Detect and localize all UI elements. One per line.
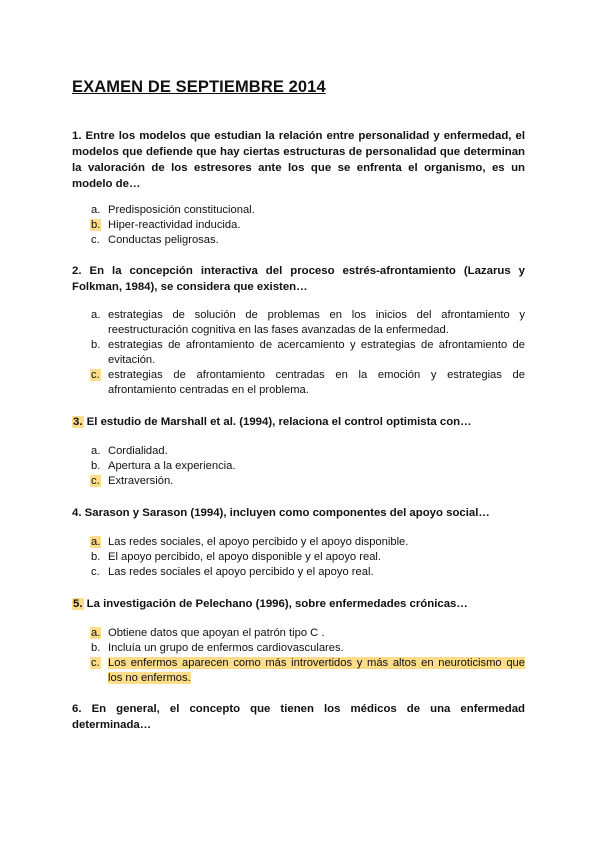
question-text: La investigación de Pelechano (1996), sobre enfermedades crónicas… [86,598,468,610]
options-5 [72,626,525,686]
option-letter: a. [91,309,101,321]
option-b [72,218,525,233]
option-text: Conductas peligrosas. [108,234,219,246]
options-3 [72,444,525,489]
option-letter: b. [91,642,101,654]
option-text: El apoyo percibido, el apoyo disponible y el apoyo real. [108,551,382,563]
option-a [72,203,525,218]
option-text: Obtiene datos que apoyan el patrón tipo C . [108,627,325,639]
option-text: Extraversión. [108,475,174,487]
option-text: Predisposición constitucional. [108,204,255,216]
question-text: El estudio de Marshall et al. (1994), relaciona el control optimista con… [86,416,472,428]
option-text: estrategias de afrontamiento centradas en la emoción y estrategias de afrontamiento centradas en el problema. [108,369,525,396]
option-text: Incluía un grupo de enfermos cardiovasculares. [108,642,344,654]
option-letter: c. [91,475,100,487]
question-4 [72,505,525,521]
question-number: 5. [73,598,83,610]
option-letter: a. [91,536,101,548]
option-text: Hiper-reactividad inducida. [108,219,241,231]
option-a [72,626,525,641]
option-letter: a. [91,204,101,216]
question-6 [72,701,525,733]
option-b [72,550,525,565]
option-letter: c. [91,234,100,246]
question-text: Sarason y Sarason (1994), incluyen como componentes del apoyo social… [84,507,490,519]
option-text: Los enfermos aparecen como más introvertidos y más altos en neuroticismo que los no enfermos. [108,657,525,684]
option-c [72,233,525,248]
option-letter: a. [91,627,101,639]
question-text: En la concepción interactiva del proceso estrés-afrontamiento (Lazarus y Folkman, 1984), se considera que existen… [72,265,525,293]
option-b [72,459,525,474]
option-text: Apertura a la experiencia. [108,460,236,472]
option-a [72,308,525,338]
question-3 [72,414,525,430]
options-2 [72,308,525,398]
option-letter: a. [91,445,101,457]
option-text: estrategias de solución de problemas en los inicios del afrontamiento y reestructuración cognitiva en las fases avanzadas de la enfermedad. [108,309,525,336]
option-letter: b. [91,339,101,351]
option-a [72,444,525,459]
option-text: Cordialidad. [108,445,168,457]
page-title: EXAMEN DE SEPTIEMBRE 2014 [72,78,326,96]
option-letter: b. [91,460,101,472]
options-4 [72,535,525,580]
option-a [72,535,525,550]
question-number: 3. [73,416,83,428]
question-2 [72,263,525,295]
option-text: Las redes sociales el apoyo percibido y el apoyo real. [108,566,374,578]
option-letter: c. [91,657,100,669]
question-text: Entre los modelos que estudian la relación entre personalidad y enfermedad, el modelos que defiende que hay ciertas estructuras de personalidad que determinan la valoración de los estresores ante los que se enfrenta el organismo, es un modelo de… [72,130,525,190]
question-number: 6. [72,703,82,715]
question-number: 2. [72,265,82,277]
option-c [72,368,525,398]
option-c [72,474,525,489]
option-text: Las redes sociales, el apoyo percibido y el apoyo disponible. [108,536,409,548]
option-b [72,641,525,656]
option-letter: b. [91,551,101,563]
options-1 [72,203,525,248]
question-5 [72,596,525,612]
question-number: 1. [72,130,82,142]
question-text: En general, el concepto que tienen los médicos de una enfermedad determinada… [72,703,526,731]
option-b [72,338,525,368]
question-1 [72,128,525,192]
option-text: estrategias de afrontamiento de acercamiento y estrategias de afrontamiento de evitación. [108,339,525,366]
option-letter: b. [91,219,101,231]
option-c [72,565,525,580]
question-number: 4. [72,507,82,519]
option-letter: c. [91,566,100,578]
option-c [72,656,525,686]
option-letter: c. [91,369,100,381]
